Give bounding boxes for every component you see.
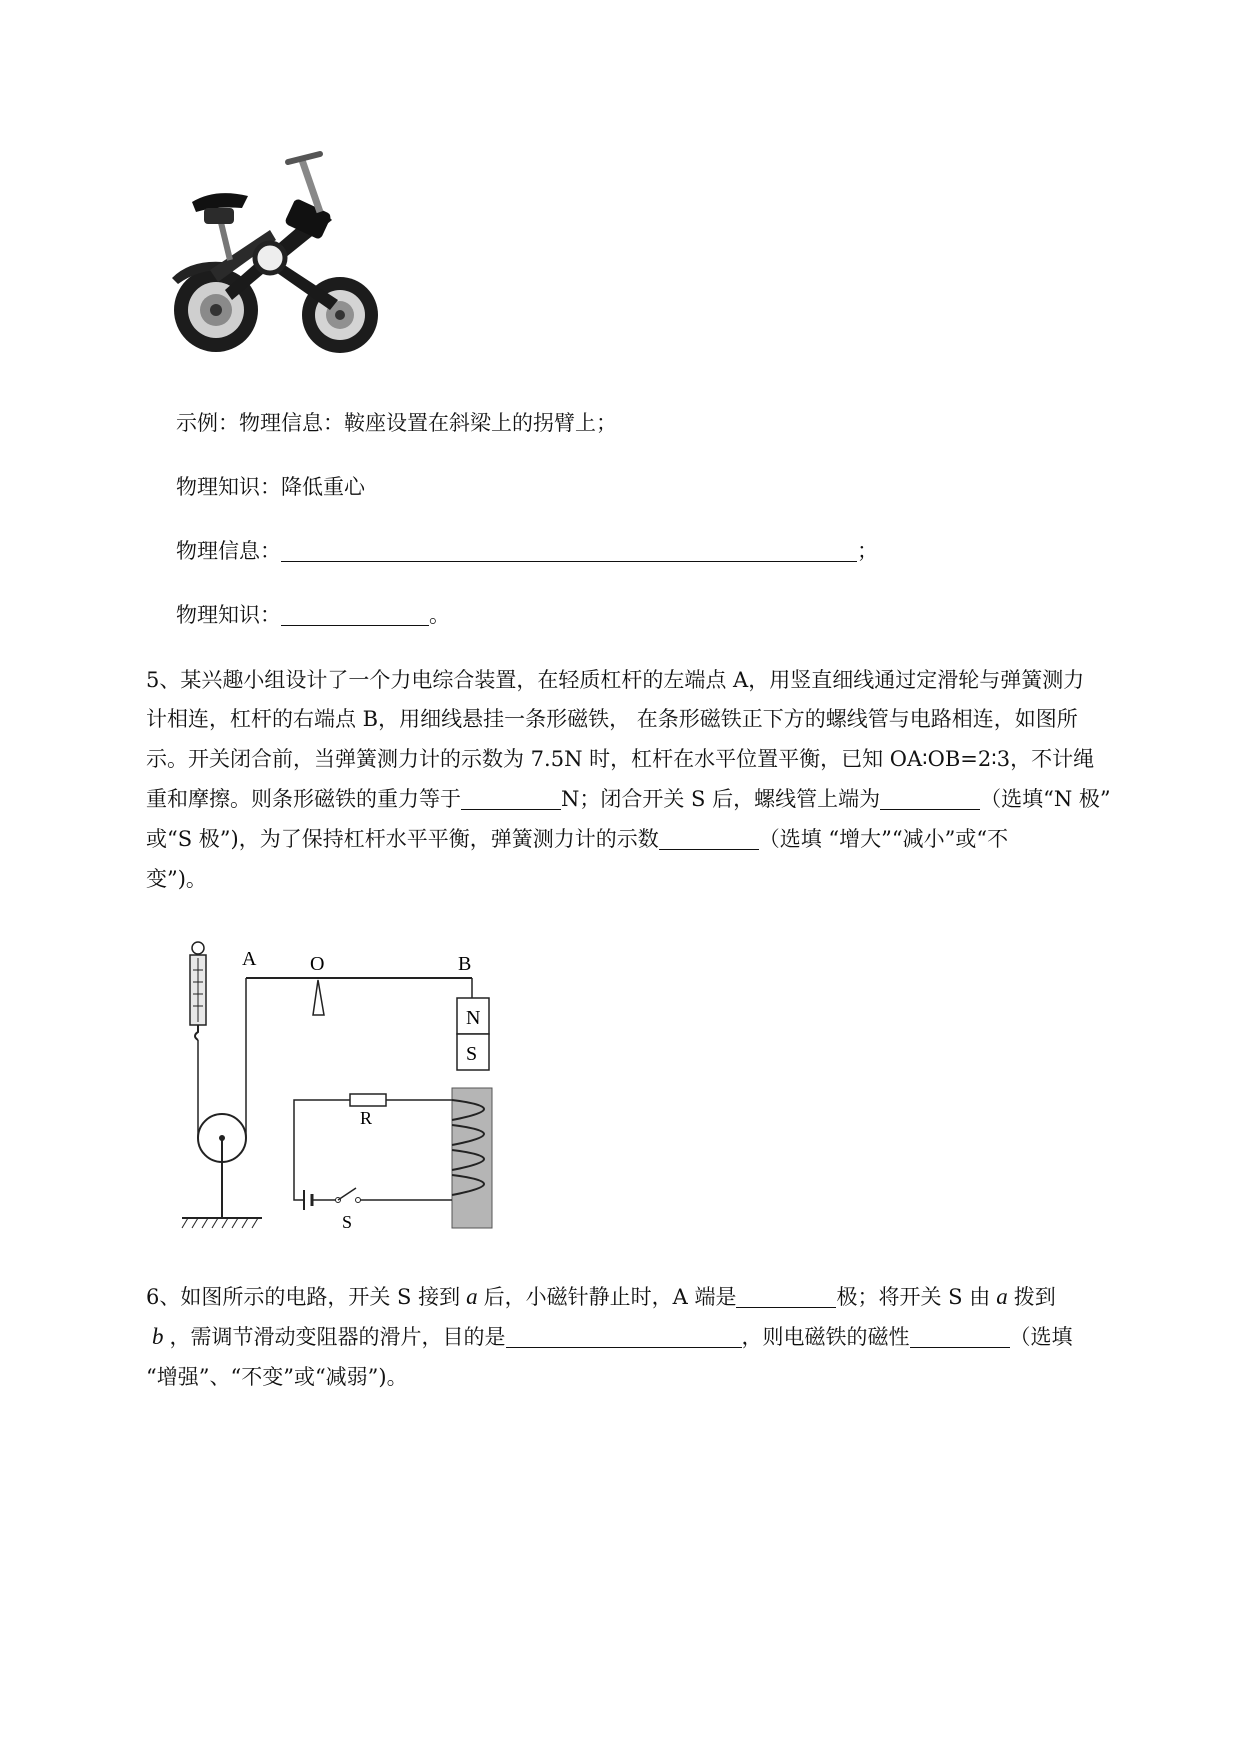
label-A: A — [242, 948, 257, 970]
label-R: R — [360, 1108, 373, 1128]
q5-text-4b: N；闭合开关 S 后，螺线管上端为 — [561, 787, 881, 811]
folding-ebike-image — [170, 150, 385, 360]
q5-blank-pole[interactable] — [880, 787, 980, 810]
resistor-R — [350, 1094, 386, 1106]
lever-solenoid-diagram — [180, 940, 540, 1240]
circuit-wires — [294, 1100, 452, 1200]
q6-text-1b: 后，小磁针静止时，A 端是 — [483, 1285, 737, 1309]
answer-info-end: ； — [857, 539, 878, 563]
answer-info-blank[interactable] — [281, 539, 857, 562]
q6-text-1c: 极；将开关 S 由 — [836, 1285, 991, 1309]
answer-knowledge-blank[interactable] — [281, 603, 429, 626]
label-B: B — [458, 953, 472, 975]
q5-line-5 — [146, 824, 1156, 854]
q6-text-2a: ，需调节滑动变阻器的滑片，目的是 — [169, 1325, 506, 1349]
q6-text-2c: （选填 — [1009, 1325, 1073, 1349]
bike-hub-ring — [255, 243, 285, 273]
label-O: O — [310, 953, 325, 975]
q6-var-b: b — [152, 1324, 164, 1349]
answer-knowledge-row — [176, 600, 450, 630]
q6-blank-pole[interactable] — [736, 1285, 836, 1308]
q6-blank-purpose[interactable] — [506, 1325, 742, 1348]
switch-S — [336, 1188, 361, 1203]
label-S-pole: S — [466, 1043, 478, 1065]
fulcrum — [313, 980, 324, 1015]
q6-line-1 — [146, 1282, 1156, 1312]
q5-line-2: 计相连，杠杆的右端点 B，用细线悬挂一条形磁铁， 在条形磁铁正下方的螺线管与电路相连，如图所 — [146, 707, 1078, 731]
label-N: N — [466, 1007, 481, 1029]
solenoid — [452, 1088, 492, 1228]
battery-cell — [304, 1190, 312, 1210]
pulley — [198, 1114, 246, 1218]
q5-blank-gravity[interactable] — [461, 787, 561, 810]
q5-text-4c: （选填“N 极” — [980, 787, 1111, 811]
bike-handlebar — [288, 154, 320, 162]
example-info: 示例：物理信息：鞍座设置在斜梁上的拐臂上； — [176, 411, 617, 435]
answer-knowledge-end: 。 — [429, 603, 450, 627]
example-knowledge: 物理知识：降低重心 — [176, 475, 365, 499]
q5-line-6: 变”)。 — [146, 867, 207, 891]
q5-text-5a: 或“S 极”)，为了保持杠杆水平平衡，弹簧测力计的示数 — [146, 827, 659, 851]
label-S-switch: S — [342, 1212, 353, 1232]
q5-line-1: 5、某兴趣小组设计了一个力电综合装置，在轻质杠杆的左端点 A，用竖直细线通过定滑轮与弹簧测力 — [146, 668, 1085, 692]
spring-scale — [190, 942, 206, 1040]
q5-text-4a: 重和摩擦。则条形磁铁的重力等于 — [146, 787, 461, 811]
ground — [182, 1218, 262, 1228]
q6-text-2b: ，则电磁铁的磁性 — [741, 1325, 910, 1349]
q6-line-2 — [146, 1322, 1156, 1352]
bike-bag — [204, 208, 234, 224]
answer-info-label: 物理信息： — [176, 539, 281, 563]
q6-var-a: a — [466, 1284, 478, 1309]
q5-blank-reading[interactable] — [659, 827, 759, 850]
q6-line-3: “增强”、“不变”或“减弱”)。 — [146, 1365, 408, 1389]
answer-knowledge-label: 物理知识： — [176, 603, 281, 627]
q6-text-1d: 拨到 — [1013, 1285, 1056, 1309]
answer-info-row — [176, 536, 878, 566]
q6-text-1a: 6、如图所示的电路，开关 S 接到 — [146, 1285, 461, 1309]
q5-line-3: 示。开关闭合前，当弹簧测力计的示数为 7.5N 时，杠杆在水平位置平衡，已知 OA∶OB=2∶3，不计绳 — [146, 747, 1095, 771]
q6-var-a-2: a — [996, 1284, 1008, 1309]
q5-line-4 — [146, 784, 1156, 814]
q6-blank-magnetism[interactable] — [910, 1325, 1010, 1348]
q5-text-5b: （选填 “增大”“减小”或“不 — [758, 827, 1009, 851]
